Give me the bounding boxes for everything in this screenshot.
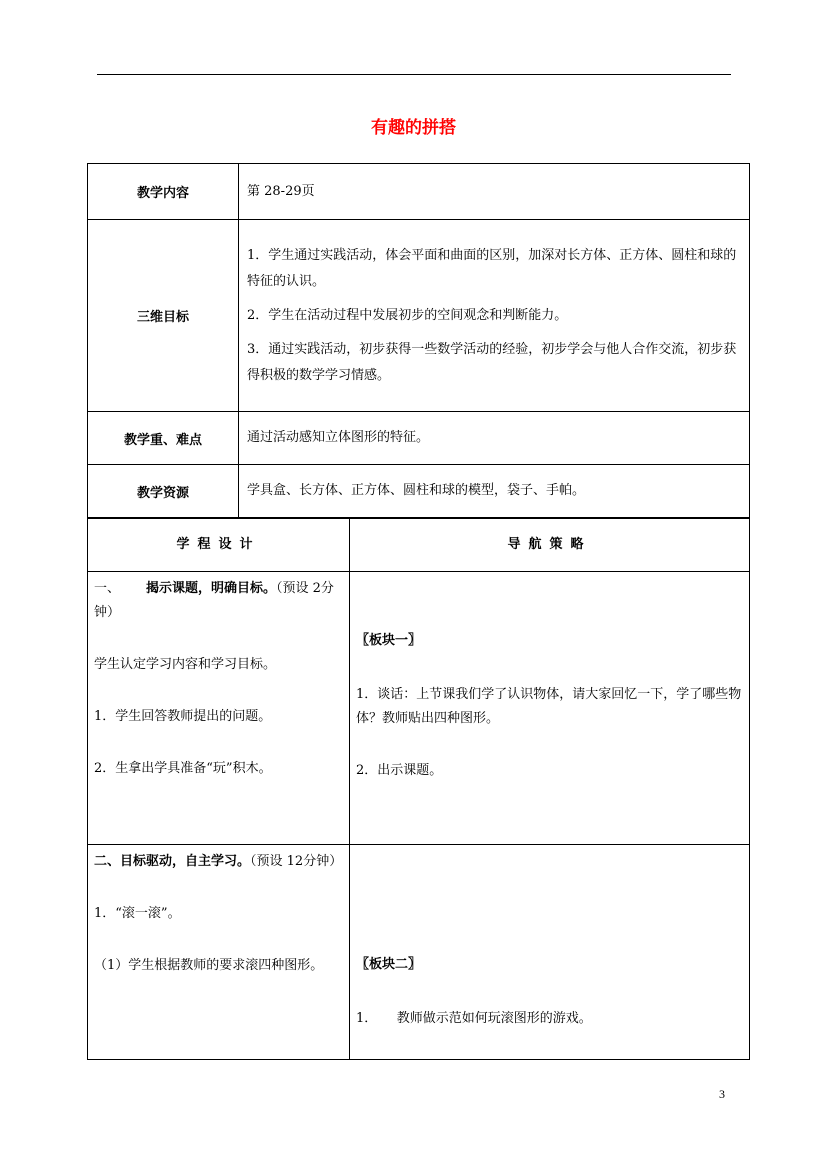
section-heading	[94, 850, 343, 874]
section-item: （1）学生根据教师的要求滚四种图形。	[94, 958, 324, 973]
info-label: 教学重、难点	[88, 412, 239, 465]
section-heading	[94, 577, 343, 625]
section-heading-bold: 目标驱动，自主学习。	[120, 854, 251, 869]
design-section-row	[88, 845, 750, 1060]
info-paragraph: 1．学生通过实践活动，体会平面和曲面的区别，加深对长方体、正方体、圆柱和球的特征的认识。	[247, 247, 737, 289]
section-item: 1．“滚一滚”。	[94, 906, 181, 921]
strategy-item: 1．谈话：上节课我们学了认识物体，请大家回忆一下，学了哪些物体？教师贴出四种图形。	[356, 687, 742, 726]
info-value	[239, 465, 750, 518]
info-row-resources	[88, 465, 750, 518]
header-rule	[97, 74, 731, 75]
info-row-focus	[88, 412, 750, 465]
section-right-cell	[350, 572, 750, 845]
section-item: 1．学生回答教师提出的问题。	[94, 709, 272, 724]
column-header-strategy: 导航策略	[350, 519, 750, 572]
section-item: 2．生拿出学具准备“玩”积木。	[94, 761, 272, 776]
design-table	[87, 518, 750, 1060]
info-row-goals	[88, 220, 750, 412]
section-heading-number: 一、	[94, 581, 121, 596]
info-paragraph: 通过活动感知立体图形的特征。	[247, 430, 430, 445]
section-item: 学生认定学习内容和学习目标。	[94, 657, 277, 672]
section-left-cell	[88, 572, 350, 845]
section-heading-note: （预设 12分钟）	[250, 854, 343, 869]
strategy-item: 1． 教师做示范如何玩滚图形的游戏。	[356, 1011, 592, 1026]
document-title: 有趣的拼搭	[371, 118, 456, 138]
info-paragraph: 3．通过实践活动，初步获得一些数学活动的经验，初步学会与他人合作交流，初步获得积极的数学学习情感。	[247, 341, 737, 383]
design-section-row	[88, 572, 750, 845]
section-heading-bold: 揭示课题，明确目标。	[146, 581, 277, 596]
design-header-row	[88, 519, 750, 572]
block-title: 〖板块二〗	[356, 957, 422, 972]
section-left-cell	[88, 845, 350, 1060]
info-label: 教学资源	[88, 465, 239, 518]
info-value	[239, 164, 750, 220]
column-header-design: 学程设计	[88, 519, 350, 572]
info-paragraph: 第 28-29页	[247, 183, 315, 199]
info-label: 三维目标	[88, 220, 239, 412]
strategy-item: 2．出示课题。	[356, 763, 443, 778]
info-paragraph: 学具盒、长方体、正方体、圆柱和球的模型，袋子、手帕。	[247, 483, 586, 498]
info-value	[239, 220, 750, 412]
page-number: 3	[719, 1087, 725, 1101]
block-title: 〖板块一〗	[356, 633, 422, 648]
section-right-cell	[350, 845, 750, 1060]
section-heading-number: 二、	[94, 854, 121, 869]
info-label: 教学内容	[88, 164, 239, 220]
info-table	[87, 163, 750, 518]
info-paragraph: 2．学生在活动过程中发展初步的空间观念和判断能力。	[247, 307, 568, 323]
info-row-content	[88, 164, 750, 220]
section-heading-note: （预设 2分钟）	[94, 581, 334, 620]
info-value	[239, 412, 750, 465]
